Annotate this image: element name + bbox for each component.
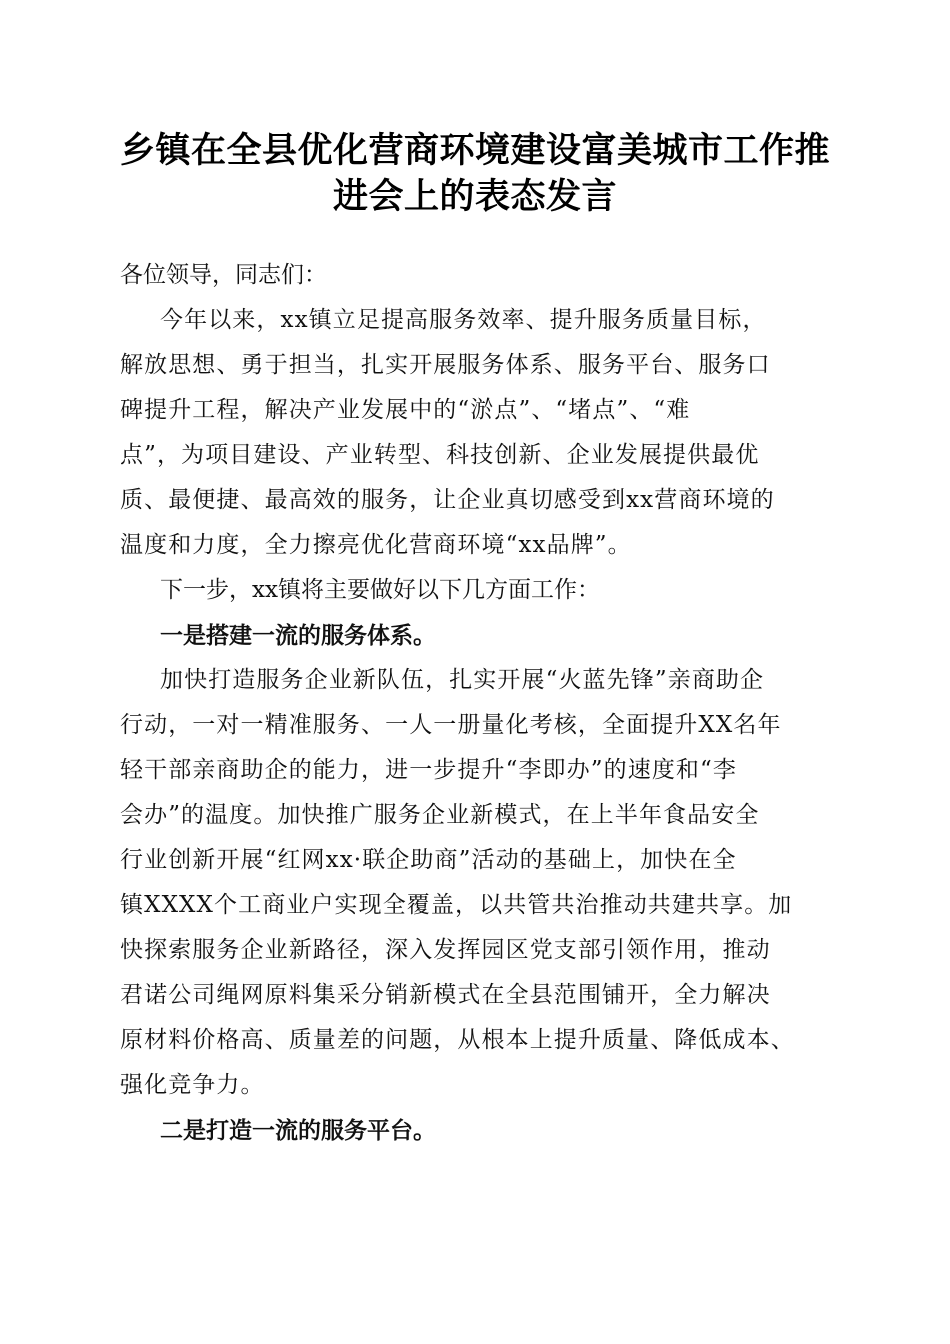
paragraph-3 <box>120 658 840 1108</box>
paragraph-3-line: 加快打造服务企业新队伍，扎实开展“火蓝先锋”亲商助企 <box>160 667 765 693</box>
paragraph-3-line: 快探索服务企业新路径，深入发挥园区党支部引领作用，推动 <box>120 937 771 963</box>
document-body <box>120 253 840 1153</box>
paragraph-1 <box>120 298 840 568</box>
paragraph-3-line: 行动，一对一精准服务、一人一册量化考核，全面提升XX名年 <box>120 712 782 738</box>
paragraph-3-line: 轻干部亲商助企的能力，进一步提升“李即办”的速度和“李 <box>120 757 737 783</box>
paragraph-1-line: 质、最便捷、最高效的服务，让企业真切感受到xx营商环境的 <box>120 487 775 513</box>
paragraph-3-line: 行业创新开展“红网xx·联企助商”活动的基础上，加快在全 <box>120 847 737 873</box>
document-title <box>100 128 850 220</box>
paragraph-3-line: 镇XXXX个工商业户实现全覆盖，以共管共治推动共建共享。加 <box>120 892 793 918</box>
title-line-1: 乡镇在全县优化营商环境建设富美城市工作推 <box>119 130 830 171</box>
paragraph-1-line: 碑提升工程，解决产业发展中的“淤点”、“堵点”、“难 <box>120 397 691 423</box>
paragraph-3-line: 会办”的温度。加快推广服务企业新模式，在上半年食品安全 <box>120 802 760 828</box>
paragraph-3-line: 强化竞争力。 <box>120 1072 265 1098</box>
salutation: 各位领导，同志们： <box>120 262 327 288</box>
paragraph-1-line: 今年以来，xx镇立足提高服务效率、提升服务质量目标， <box>160 307 767 333</box>
paragraph-2: 下一步，xx镇将主要做好以下几方面工作： <box>160 577 600 603</box>
paragraph-1-line: 点”，为项目建设、产业转型、科技创新、企业发展提供最优 <box>120 442 760 468</box>
section-heading-1: 一是搭建一流的服务体系。 <box>160 622 436 649</box>
paragraph-1-line: 解放思想、勇于担当，扎实开展服务体系、服务平台、服务口 <box>120 352 771 378</box>
paragraph-3-line: 君诺公司绳网原料集采分销新模式在全县范围铺开，全力解决 <box>120 982 771 1008</box>
paragraph-3-line: 原材料价格高、质量差的问题，从根本上提升质量、降低成本、 <box>120 1027 795 1053</box>
title-line-2: 进会上的表态发言 <box>332 176 617 217</box>
paragraph-1-line: 温度和力度，全力擦亮优化营商环境“xx品牌”。 <box>120 532 632 558</box>
section-heading-2: 二是打造一流的服务平台。 <box>160 1117 436 1144</box>
